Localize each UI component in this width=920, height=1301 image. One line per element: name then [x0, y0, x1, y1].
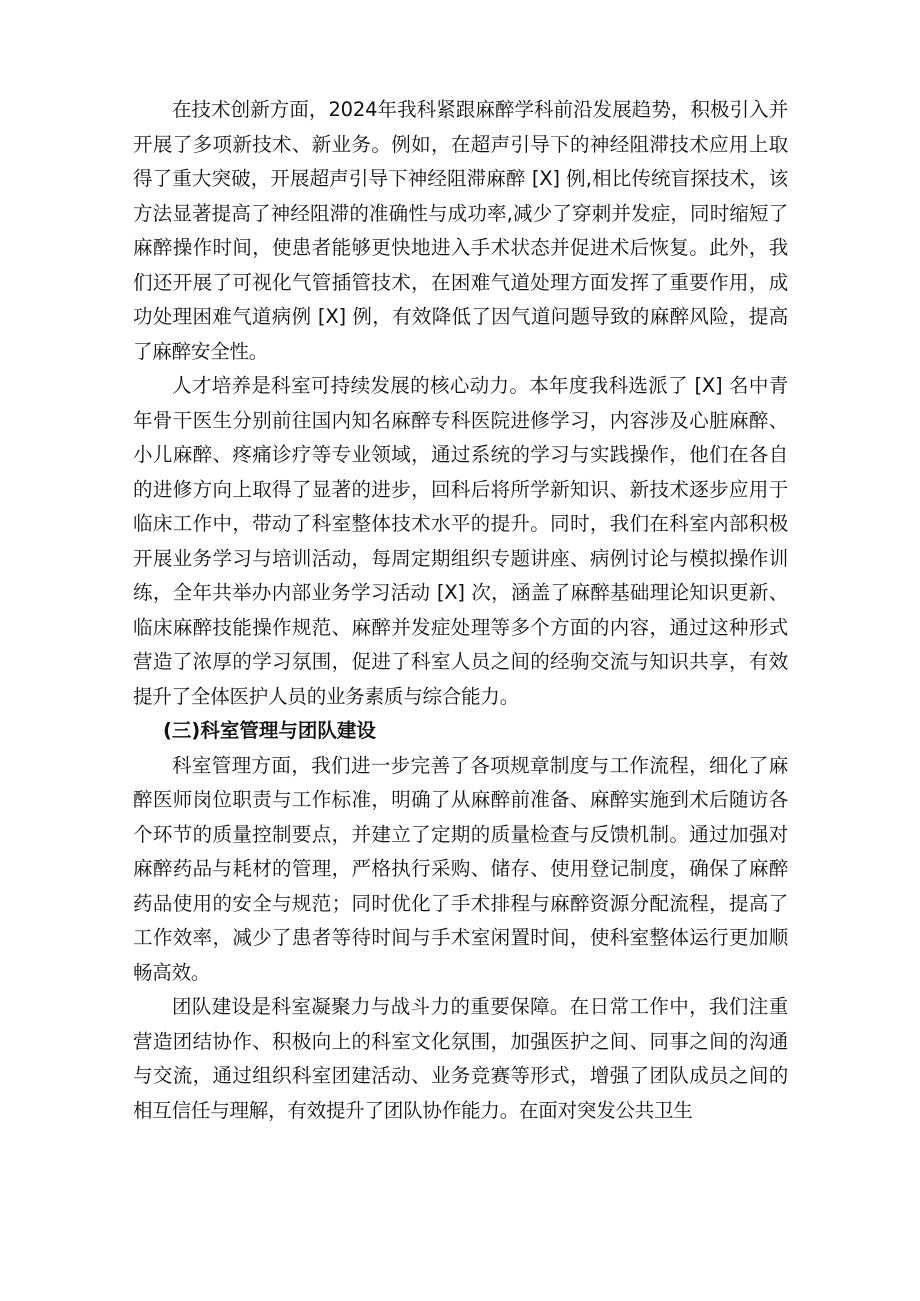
paragraph-technical-innovation: 在技术创新方面，2024年我科紧跟麻醉学科前沿发展趋势，积极引入并开展了多项新技术、新业务。例如，在超声引导下的神经阻滞技术应用上取得了重大突破，开展超声引导下神经阻滞麻醉 [X] 例,相比传统盲探技术，该方法显著提高了神经阻滞的准确性与成功率,减少了穿刺并发症，同时缩短了麻醉操作时间，使患者能够更快地进入手术状态并促进术后恢复。此外，我们还开展了可视化气管插管技术，在困难气道处理方面发挥了重要作用，成功处理困难气道病例 [X] 例，有效降低了因气道问题导致的麻醉风险，提高了麻醉安全性。 — [133, 98, 788, 363]
paragraph-team-building: 团队建设是科室凝聚力与战斗力的重要保障。在日常工作中，我们注重营造团结协作、积极向上的科室文化氛围，加强医护之间、同事之间的沟通与交流，通过组织科室团建活动、业务竞赛等形式，增强了团队成员之间的相互信任与理解，有效提升了团队协作能力。在面对突发公共卫生 — [133, 995, 788, 1122]
document-page — [133, 93, 788, 1128]
paragraph-department-management: 科室管理方面，我们进一步完善了各项规章制度与工作流程，细化了麻醉医师岗位职责与工作标准，明确了从麻醉前准备、麻醉实施到术后随访各个环节的质量控制要点，并建立了定期的质量检查与反馈机制。通过加强对麻醉药品与耗材的管理，严格执行采购、储存、使用登记制度，确保了麻醉药品使用的安全与规范；同时优化了手术排程与麻醉资源分配流程，提高了工作效率，减少了患者等待时间与手术室闲置时间，使科室整体运行更加顺畅高效。 — [133, 753, 788, 984]
paragraph-talent-training: 人才培养是科室可持续发展的核心动力。本年度我科选派了 [X] 名中青年骨干医生分别前往国内知名麻醉专科医院进修学习，内容涉及心脏麻醉、小儿麻醉、疼痛诊疗等专业领域，通过系统的学习与实践操作，他们在各自的进修方向上取得了显著的进步，回科后将所学新知识、新技术逐步应用于临床工作中，带动了科室整体技术水平的提升。同时，我们在科室内部积极开展业务学习与培训活动，每周定期组织专题讲座、病例讨论与模拟操作训练，全年共举办内部业务学习活动 [X] 次，涵盖了麻醉基础理论知识更新、临床麻醉技能操作规范、麻醉并发症处理等多个方面的内容，通过这种形式营造了浓厚的学习氛围，促进了科室人员之间的经驹交流与知识共享，有效提升了全体医护人员的业务素质与综合能力。 — [133, 374, 788, 708]
section-heading: (三)科室管理与团队建设 — [163, 719, 376, 742]
